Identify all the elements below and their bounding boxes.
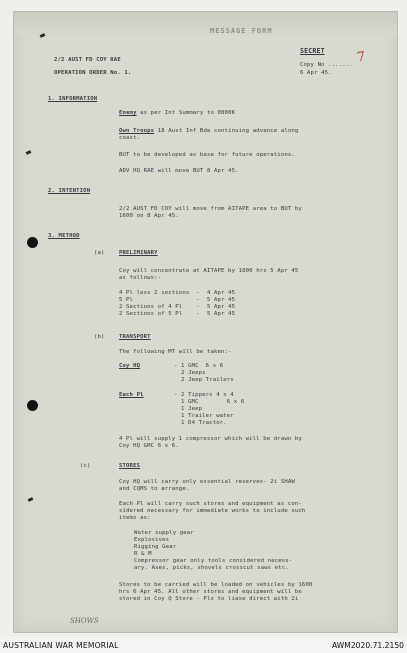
info-own-text1: 18 Aust Inf Bde continuing advance along (157, 128, 299, 134)
handwritten-copy-number: 7 (356, 49, 367, 66)
info-own-troops (119, 128, 298, 134)
method-a-line2: as follows:- (119, 275, 162, 281)
stores-item: Water supply gear (134, 530, 194, 536)
pencil-note: SHOWS (70, 617, 99, 625)
method-a-title: PRELIMINARY (119, 250, 158, 256)
margin-mark (28, 497, 34, 502)
stores-item: Rigging Gear (134, 544, 177, 550)
info-own-text2: coast. (119, 135, 141, 141)
info-para4: ADV HQ RAE will move BUT 8 Apr 45. (119, 168, 239, 174)
method-c-line2: and CQMS to arrange. (119, 486, 190, 492)
stores-item: Compressor gear only tools considered necess- (134, 558, 293, 564)
margin-mark (40, 33, 46, 38)
method-b-note1: 4 Pl will supply 1 compressor which will be drawn by (119, 436, 302, 442)
intention-line2: 1600 on 8 Apr 45. (119, 213, 179, 219)
binder-hole (27, 400, 38, 411)
method-c-tail3: stored in Coy Q Store - Pls to liase direct with 2i (119, 596, 299, 602)
coy-hq-item: 2 Jeeps (174, 370, 206, 376)
intention-line1: 2/2 AUST FD COY will move from AITAPE area to BUT by (119, 206, 302, 212)
method-a-row: 5 Pl - 5 Apr 45 (119, 297, 236, 303)
method-a-line1: Coy will concentrate at AITAPE by 1800 hrs 5 Apr 45 (119, 268, 299, 274)
each-pl-item: 1 GMC 6 x 6 (174, 399, 245, 405)
method-c-marker: (c) (80, 463, 91, 469)
margin-mark (26, 150, 32, 155)
info-enemy-label: Enemy (119, 110, 137, 116)
method-a-row: 2 Sections of 5 Pl - 5 Apr 45 (119, 311, 236, 317)
each-pl-item: 1 Trailer water (174, 413, 234, 419)
method-a-row: 2 Sections of 4 Pl - 5 Apr 45 (119, 304, 236, 310)
method-c-tail2: hrs 6 Apr 45. All other stores and equipment will be (119, 589, 302, 595)
coy-hq-label: Coy HQ (119, 363, 141, 369)
each-pl-item: 1 D4 Tractor. (174, 420, 227, 426)
stores-item: R & M (134, 551, 152, 557)
archive-footer (0, 637, 407, 653)
copy-number: Copy No ....... (300, 62, 353, 68)
each-pl-item: - 2 Tippers 4 x 4 (174, 392, 234, 398)
method-c-line5: items as: (119, 515, 151, 521)
each-pl-item: 1 Jeep (174, 406, 203, 412)
binder-hole (27, 237, 38, 248)
section-method: 3. METHOD (48, 233, 80, 239)
info-enemy-text: as per Int Summary to 0800K (140, 110, 236, 116)
order-title: OPERATION ORDER No. 1. (54, 70, 132, 76)
each-pl-label: Each Pl (119, 392, 144, 398)
method-c-title: STORES (119, 463, 141, 469)
section-intention: 2. INTENTION (48, 188, 91, 194)
order-date: 6 Apr 45. (300, 70, 332, 76)
security-classification: SECRET (300, 47, 325, 55)
stores-item: Explosives (134, 537, 170, 543)
info-own-label: Own Troops (119, 128, 155, 134)
info-enemy (119, 110, 235, 116)
document-page (13, 11, 398, 633)
stores-item: ary. Axes, picks, shovels crosscut saws etc. (134, 565, 289, 571)
info-para3: BUT to be developed as base for future operations. (119, 152, 295, 158)
method-a-marker: (a) (94, 250, 105, 256)
method-c-line4: sidered necessary for immediate works to include such (119, 508, 306, 514)
method-c-tail1: Stores to be carried will be loaded on vehicles by 1600 (119, 582, 313, 588)
method-c-line3: Each Pl will carry such stores and equipment as con- (119, 501, 302, 507)
method-c-line1: Coy HQ will carry only essential reserves- 2i SHAW (119, 479, 295, 485)
section-information: 1. INFORMATION (48, 96, 98, 102)
method-a-row: 4 Pl less 2 sections - 4 Apr 45 (119, 290, 236, 296)
footer-accession: AWM2020.71.2150 (332, 641, 404, 650)
form-header: MESSAGE FORM (210, 27, 273, 35)
footer-institution: AUSTRALIAN WAR MEMORIAL (3, 641, 119, 650)
method-b-intro: The following MT will be taken:- (119, 349, 232, 355)
coy-hq-item: 2 Jeep Trailers (174, 377, 234, 383)
coy-hq-item: - 1 GMC 6 x 6 (174, 363, 224, 369)
method-b-note2: Coy HQ GMC 6 x 6. (119, 443, 179, 449)
method-b-title: TRANSPORT (119, 334, 151, 340)
unit-title: 2/2 AUST FD COY RAE (54, 57, 121, 63)
method-b-marker: (b) (94, 334, 105, 340)
form-header-band (14, 12, 397, 36)
